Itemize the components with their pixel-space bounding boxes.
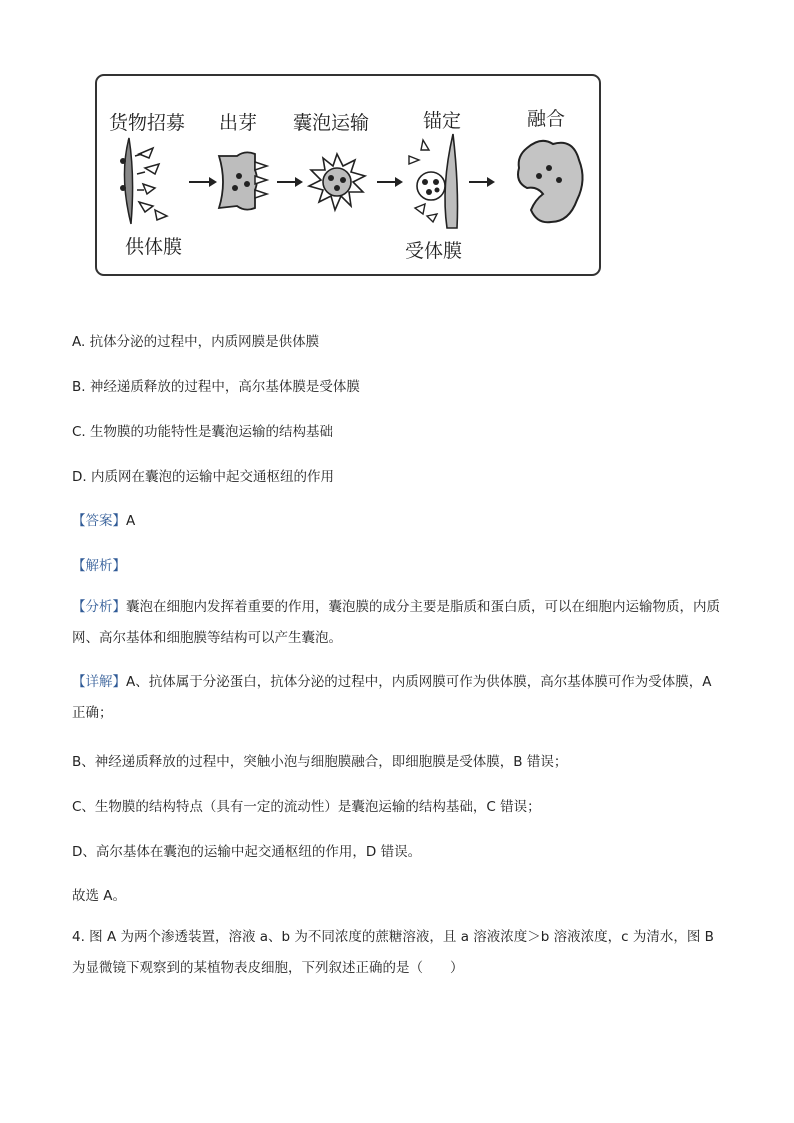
detail-paragraph xyxy=(72,667,722,729)
option-b: B. 神经递质释放的过程中，高尔基体膜是受体膜 xyxy=(72,379,360,395)
option-a: A. 抗体分泌的过程中，内质网膜是供体膜 xyxy=(72,334,320,350)
arrow-icon xyxy=(189,177,217,187)
stage-label-budding: 出芽 xyxy=(219,112,258,134)
docking-shape xyxy=(409,134,458,228)
donor-membrane-shape xyxy=(120,138,167,224)
stage-label-vesicle-transport: 囊泡运输 xyxy=(293,112,370,134)
answer-value: A xyxy=(126,513,136,529)
stage-label-fusion: 融合 xyxy=(527,108,566,130)
answer-line xyxy=(72,509,135,529)
conclusion: 故选 A。 xyxy=(72,888,127,904)
option-d: D. 内质网在囊泡的运输中起交通枢纽的作用 xyxy=(72,469,334,485)
fenxi-text: 囊泡在细胞内发挥着重要的作用，囊泡膜的成分主要是脂质和蛋白质，可以在细胞内运输物质，内质网、高尔基体和细胞膜等结构可以产生囊泡。 xyxy=(72,599,720,646)
arrow-icon xyxy=(277,177,303,187)
donor-membrane-label: 供体膜 xyxy=(125,236,183,258)
analysis-tag: 【解析】 xyxy=(72,558,126,574)
fusion-shape xyxy=(518,141,583,222)
budding-shape xyxy=(219,152,267,209)
option-c: C. 生物膜的功能特性是囊泡运输的结构基础 xyxy=(72,424,334,440)
vesicle-transport-figure xyxy=(95,74,601,276)
question-4-stem: 4. 图 A 为两个渗透装置，溶液 a、b 为不同浓度的蔗糖溶液，且 a 溶液浓度＞b 溶液浓度，c 为清水，图 B 为显微镜下观察到的某植物表皮细胞，下列叙述正确的是（ ） xyxy=(72,929,714,976)
acceptor-membrane-label: 受体膜 xyxy=(405,240,463,262)
detail-c: C、生物膜的结构特点（具有一定的流动性）是囊泡运输的结构基础，C 错误； xyxy=(72,799,541,815)
fenxi-tag: 【分析】 xyxy=(72,599,126,615)
xiangjie-tag: 【详解】 xyxy=(72,674,126,690)
vesicle-shape xyxy=(309,154,365,210)
answer-tag: 【答案】 xyxy=(72,513,126,529)
stage-label-cargo-recruitment: 货物招募 xyxy=(109,112,186,134)
stage-label-docking: 锚定 xyxy=(423,110,462,132)
analysis-paragraph xyxy=(72,592,722,654)
detail-b: B、神经递质释放的过程中，突触小泡与细胞膜融合，即细胞膜是受体膜，B 错误； xyxy=(72,754,568,770)
arrow-icon xyxy=(377,177,403,187)
arrow-icon xyxy=(469,177,495,187)
detail-a: A、抗体属于分泌蛋白，抗体分泌的过程中，内质网膜可作为供体膜，高尔基体膜可作为受体膜，A 正确； xyxy=(72,674,712,721)
detail-d: D、高尔基体在囊泡的运输中起交通枢纽的作用，D 错误。 xyxy=(72,844,422,860)
